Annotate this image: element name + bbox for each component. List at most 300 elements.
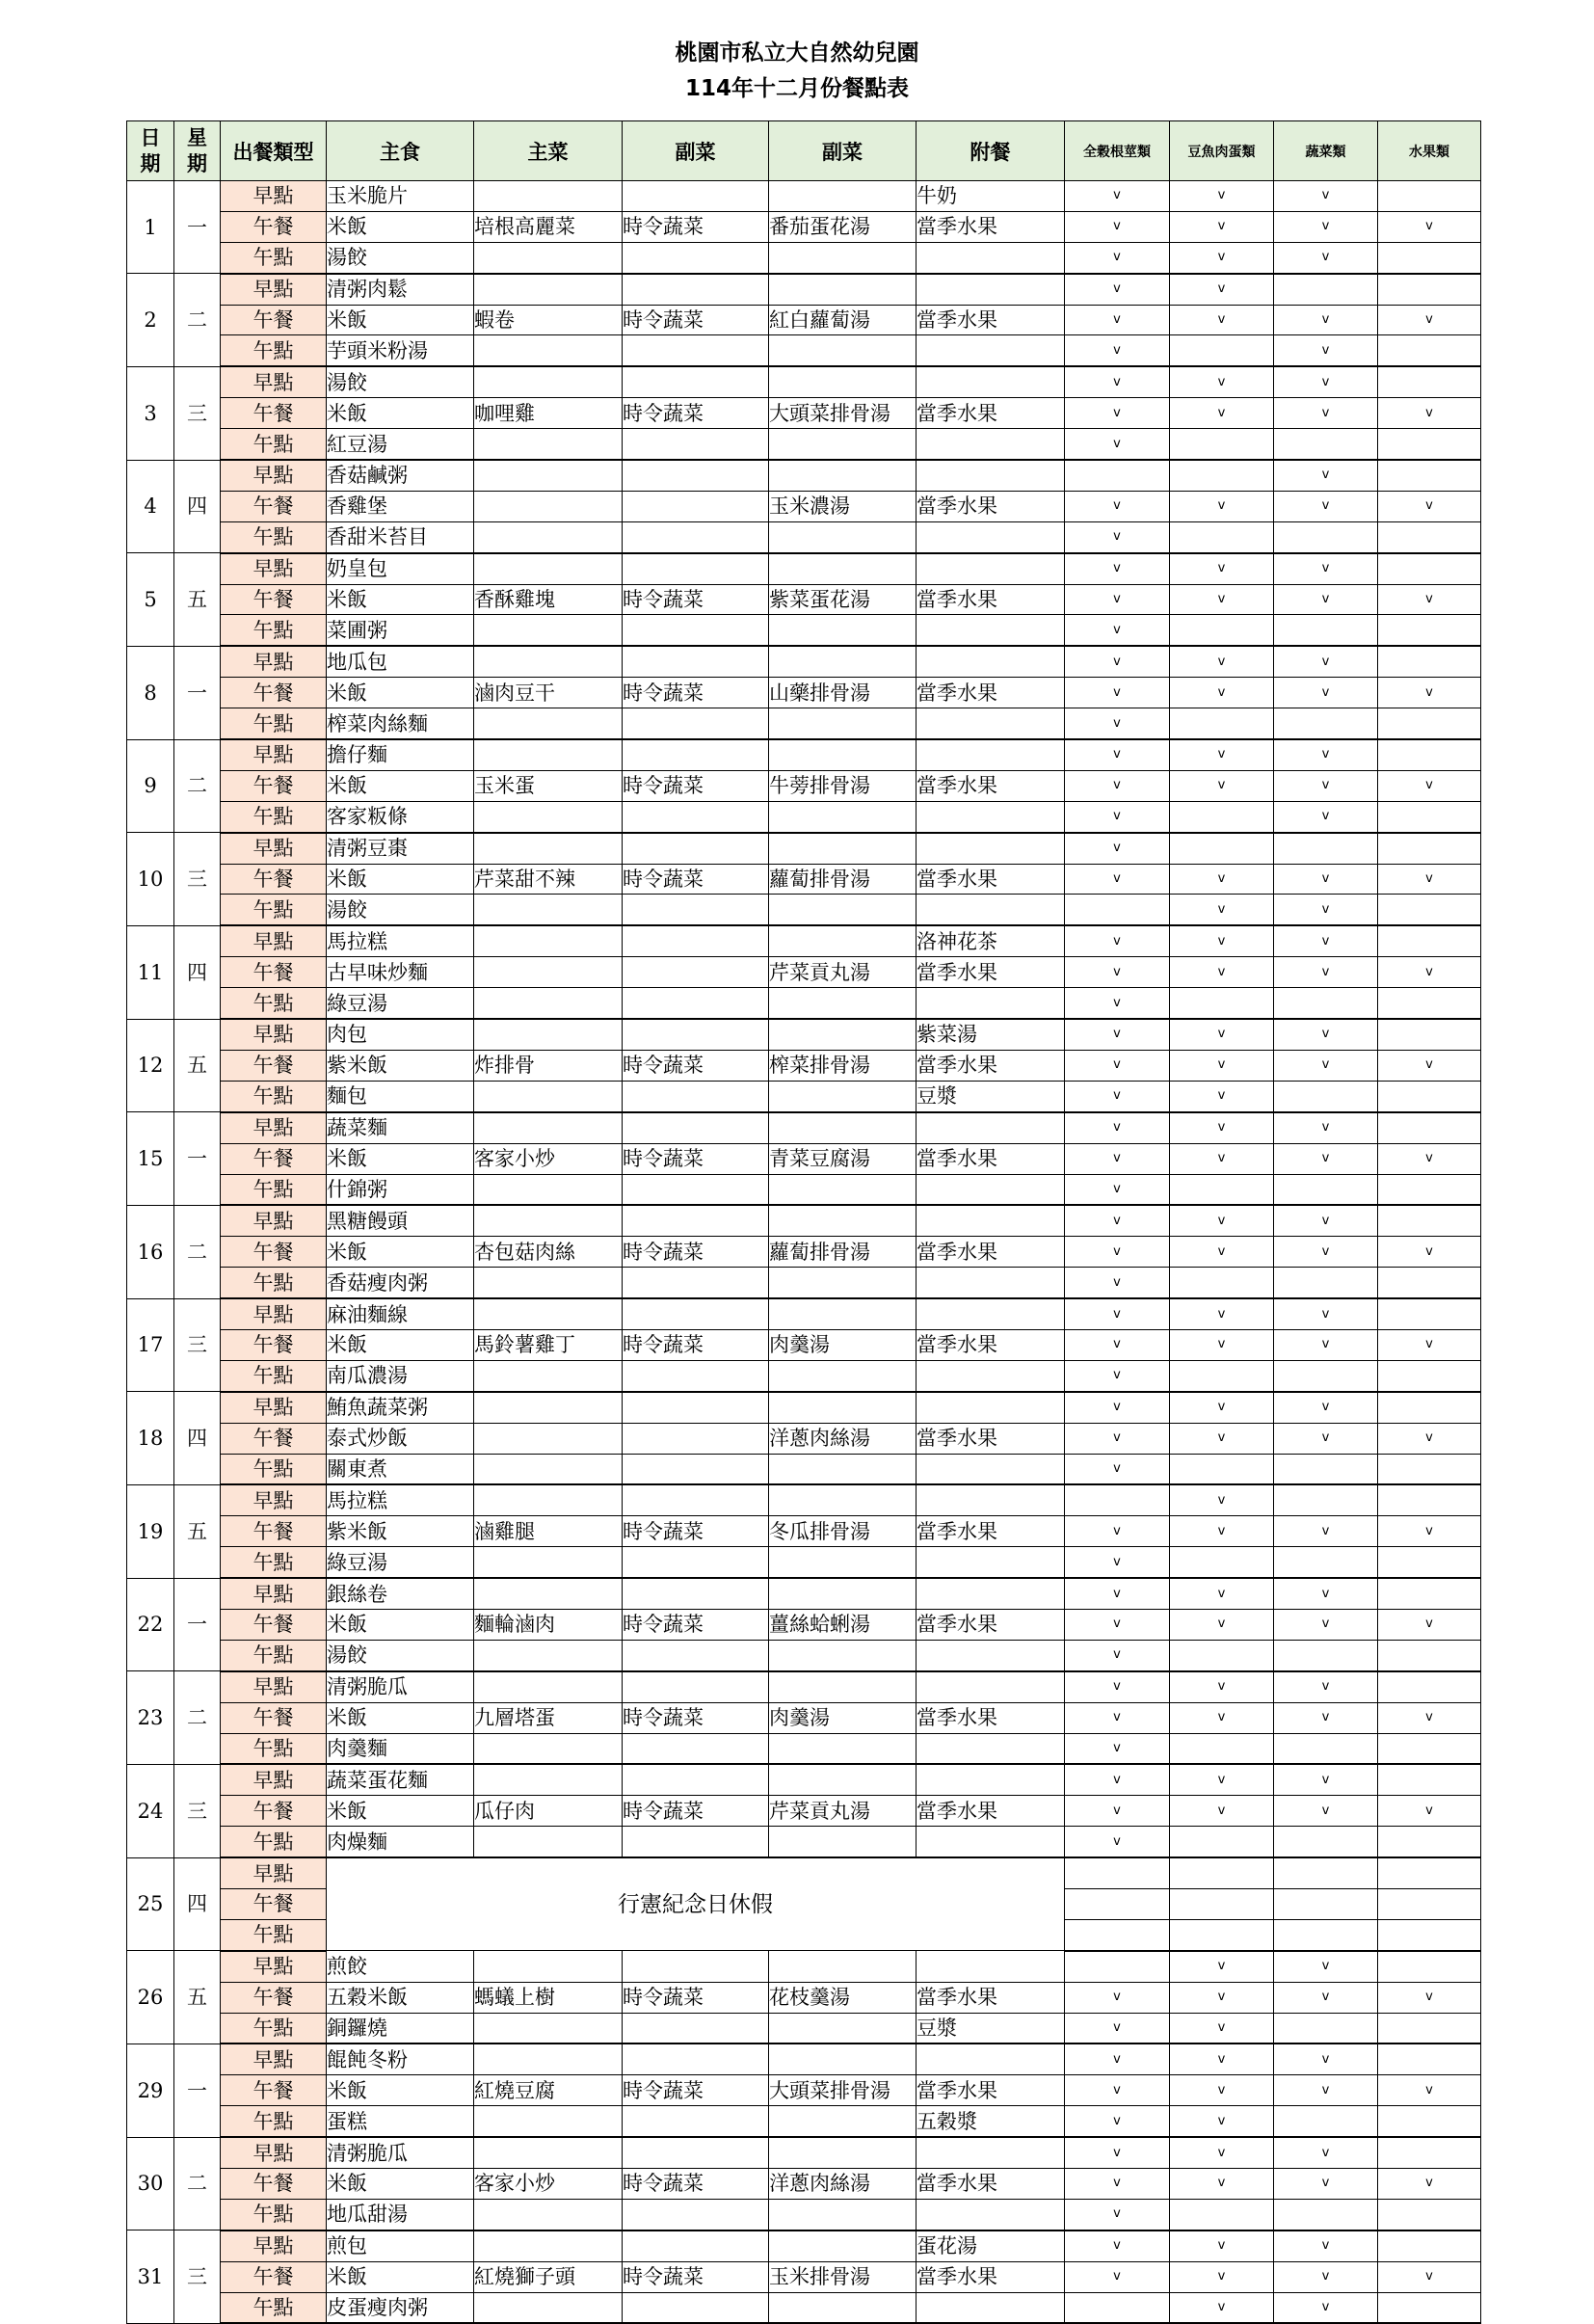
cell-side-dish-1: [623, 1392, 769, 1423]
cell-protein: v: [1170, 2261, 1274, 2292]
table-row: [127, 1423, 1481, 1454]
cell-fruit: [1378, 335, 1481, 366]
cell-fruit: [1378, 242, 1481, 273]
cell-protein: v: [1170, 1329, 1274, 1360]
table-row: [127, 1671, 1481, 1702]
cell-meal-type: 午餐: [221, 1050, 327, 1081]
cell-veg: v: [1274, 366, 1378, 397]
cell-main-dish: 麵輪滷肉: [474, 1609, 623, 1640]
cell-veg: v: [1274, 491, 1378, 521]
cell-date: 16: [127, 1205, 174, 1298]
cell-protein: v: [1170, 864, 1274, 895]
cell-extra: [917, 366, 1065, 397]
cell-main-dish: [474, 895, 623, 925]
cell-protein: v: [1170, 274, 1274, 305]
table-row: [127, 1143, 1481, 1174]
header-fruit: 水果類: [1378, 121, 1481, 181]
cell-extra: [917, 1640, 1065, 1670]
cell-fruit: [1378, 366, 1481, 397]
cell-grains: v: [1065, 1827, 1170, 1857]
cell-main-dish: [474, 925, 623, 956]
cell-side-dish-1: [623, 1671, 769, 1702]
cell-protein: v: [1170, 895, 1274, 925]
cell-side-dish-2: [769, 460, 917, 491]
cell-veg: v: [1274, 2231, 1378, 2261]
cell-staple: 香雞堡: [327, 491, 474, 521]
cell-grains: v: [1065, 553, 1170, 584]
cell-veg: [1274, 429, 1378, 460]
cell-side-dish-1: [623, 2199, 769, 2230]
cell-extra: [917, 242, 1065, 273]
cell-veg: [1274, 1827, 1378, 1857]
table-row: [127, 801, 1481, 832]
table-row: [127, 1392, 1481, 1423]
cell-meal-type: 午餐: [221, 491, 327, 521]
cell-fruit: [1378, 1733, 1481, 1764]
cell-staple: 奶皇包: [327, 553, 474, 584]
cell-meal-type: 早點: [221, 1112, 327, 1143]
cell-veg: v: [1274, 2261, 1378, 2292]
cell-grains: [1065, 1951, 1170, 1982]
cell-veg: [1274, 1640, 1378, 1670]
cell-staple: 玉米脆片: [327, 181, 474, 212]
cell-protein: v: [1170, 1609, 1274, 1640]
table-row: [127, 335, 1481, 366]
cell-fruit: [1378, 1671, 1481, 1702]
cell-meal-type: 午點: [221, 1081, 327, 1111]
cell-extra: 牛奶: [917, 181, 1065, 212]
cell-extra: 洛神花茶: [917, 925, 1065, 956]
cell-staple: 五穀米飯: [327, 1982, 474, 2013]
cell-protein: v: [1170, 2169, 1274, 2200]
cell-staple: 綠豆湯: [327, 1547, 474, 1578]
cell-grains: v: [1065, 864, 1170, 895]
cell-extra: 豆漿: [917, 1081, 1065, 1111]
cell-meal-type: 午點: [221, 895, 327, 925]
cell-side-dish-2: 芹菜貢丸湯: [769, 957, 917, 988]
cell-side-dish-2: 大頭菜排骨湯: [769, 2075, 917, 2106]
cell-veg: v: [1274, 2137, 1378, 2168]
cell-staple: 紫米飯: [327, 1050, 474, 1081]
cell-veg: v: [1274, 770, 1378, 801]
cell-grains: v: [1065, 398, 1170, 429]
cell-protein: v: [1170, 1298, 1274, 1329]
cell-extra: [917, 2137, 1065, 2168]
cell-protein: v: [1170, 211, 1274, 242]
cell-staple: 肉燥麵: [327, 1827, 474, 1857]
cell-side-dish-1: [623, 366, 769, 397]
cell-grains: v: [1065, 1050, 1170, 1081]
cell-grains: v: [1065, 181, 1170, 212]
cell-extra: [917, 2292, 1065, 2323]
cell-fruit: [1378, 1951, 1481, 1982]
table-row: [127, 1298, 1481, 1329]
header-grains: 全穀根莖類: [1065, 121, 1170, 181]
cell-main-dish: [474, 1174, 623, 1205]
cell-staple: 蔬菜蛋花麵: [327, 1764, 474, 1795]
cell-meal-type: 早點: [221, 2231, 327, 2261]
cell-meal-type: 午點: [221, 521, 327, 552]
cell-grains: v: [1065, 2169, 1170, 2200]
cell-protein: v: [1170, 925, 1274, 956]
cell-veg: v: [1274, 1392, 1378, 1423]
cell-side-dish-2: [769, 2199, 917, 2230]
cell-extra: 當季水果: [917, 1423, 1065, 1454]
cell-extra: [917, 615, 1065, 646]
cell-main-dish: [474, 1733, 623, 1764]
cell-side-dish-2: [769, 521, 917, 552]
table-row: [127, 1329, 1481, 1360]
cell-extra: [917, 2044, 1065, 2074]
cell-extra: 五穀漿: [917, 2106, 1065, 2137]
cell-weekday: 三: [174, 1764, 221, 1857]
cell-staple: 米飯: [327, 584, 474, 615]
cell-main-dish: [474, 708, 623, 739]
cell-protein: [1170, 1360, 1274, 1391]
cell-side-dish-2: [769, 1392, 917, 1423]
cell-grains: v: [1065, 1112, 1170, 1143]
cell-staple: 米飯: [327, 1237, 474, 1268]
cell-fruit: v: [1378, 305, 1481, 335]
cell-main-dish: [474, 1578, 623, 1609]
cell-veg: v: [1274, 1982, 1378, 2013]
cell-staple: 銀絲卷: [327, 1578, 474, 1609]
cell-meal-type: 午點: [221, 2106, 327, 2137]
cell-protein: v: [1170, 1796, 1274, 1827]
cell-main-dish: [474, 1019, 623, 1050]
cell-main-dish: [474, 429, 623, 460]
cell-grains: v: [1065, 242, 1170, 273]
cell-extra: 當季水果: [917, 1516, 1065, 1547]
cell-extra: 蛋花湯: [917, 2231, 1065, 2261]
cell-side-dish-2: 芹菜貢丸湯: [769, 1796, 917, 1827]
cell-protein: v: [1170, 739, 1274, 770]
table-row: [127, 1050, 1481, 1081]
cell-staple: 麵包: [327, 1081, 474, 1111]
cell-main-dish: [474, 491, 623, 521]
table-row: [127, 1640, 1481, 1670]
cell-grains: v: [1065, 211, 1170, 242]
cell-protein: [1170, 1174, 1274, 1205]
cell-fruit: [1378, 739, 1481, 770]
cell-grains: v: [1065, 1671, 1170, 1702]
cell-staple: 芋頭米粉湯: [327, 335, 474, 366]
cell-weekday: 四: [174, 1392, 221, 1485]
cell-side-dish-2: [769, 1112, 917, 1143]
cell-side-dish-1: [623, 553, 769, 584]
cell-main-dish: [474, 1671, 623, 1702]
cell-meal-type: 午餐: [221, 211, 327, 242]
table-row: [127, 1609, 1481, 1640]
cell-side-dish-1: 時令蔬菜: [623, 1982, 769, 2013]
cell-grains: v: [1065, 1143, 1170, 1174]
cell-main-dish: [474, 2106, 623, 2137]
cell-fruit: [1378, 460, 1481, 491]
cell-protein: [1170, 1268, 1274, 1298]
cell-extra: 當季水果: [917, 1702, 1065, 1733]
cell-date: 18: [127, 1392, 174, 1485]
cell-fruit: v: [1378, 1329, 1481, 1360]
cell-protein: v: [1170, 2292, 1274, 2323]
cell-side-dish-2: [769, 1360, 917, 1391]
cell-veg: v: [1274, 1423, 1378, 1454]
cell-protein: v: [1170, 366, 1274, 397]
cell-weekday: 五: [174, 1019, 221, 1112]
cell-extra: 當季水果: [917, 864, 1065, 895]
cell-side-dish-1: [623, 242, 769, 273]
cell-protein: v: [1170, 1702, 1274, 1733]
cell-extra: 紫菜湯: [917, 1019, 1065, 1050]
cell-extra: [917, 895, 1065, 925]
cell-protein: [1170, 1919, 1274, 1950]
cell-meal-type: 午點: [221, 1174, 327, 1205]
cell-fruit: [1378, 2137, 1481, 2168]
cell-protein: v: [1170, 646, 1274, 677]
cell-main-dish: [474, 2044, 623, 2074]
cell-fruit: v: [1378, 678, 1481, 708]
cell-fruit: [1378, 801, 1481, 832]
cell-veg: [1274, 1454, 1378, 1484]
cell-veg: [1274, 1733, 1378, 1764]
cell-weekday: 三: [174, 2231, 221, 2324]
cell-side-dish-2: [769, 1733, 917, 1764]
cell-side-dish-2: [769, 2013, 917, 2044]
cell-protein: v: [1170, 957, 1274, 988]
cell-meal-type: 午點: [221, 1454, 327, 1484]
cell-date: 10: [127, 833, 174, 926]
cell-extra: 當季水果: [917, 305, 1065, 335]
cell-fruit: [1378, 553, 1481, 584]
cell-fruit: v: [1378, 864, 1481, 895]
cell-side-dish-2: 青菜豆腐湯: [769, 1143, 917, 1174]
cell-weekday: 五: [174, 1951, 221, 2044]
cell-staple: 煎餃: [327, 1951, 474, 1982]
cell-protein: [1170, 1547, 1274, 1578]
cell-fruit: [1378, 1640, 1481, 1670]
cell-staple: 米飯: [327, 1609, 474, 1640]
cell-fruit: [1378, 1857, 1481, 1888]
cell-date: 9: [127, 739, 174, 833]
cell-main-dish: [474, 2013, 623, 2044]
cell-side-dish-2: [769, 274, 917, 305]
cell-meal-type: 午點: [221, 429, 327, 460]
cell-grains: v: [1065, 335, 1170, 366]
cell-fruit: [1378, 1764, 1481, 1795]
table-row: [127, 1982, 1481, 2013]
cell-fruit: [1378, 1298, 1481, 1329]
cell-meal-type: 早點: [221, 1205, 327, 1236]
cell-fruit: [1378, 2199, 1481, 2230]
cell-veg: [1274, 521, 1378, 552]
table-row: [127, 274, 1481, 305]
cell-veg: v: [1274, 801, 1378, 832]
cell-grains: v: [1065, 491, 1170, 521]
cell-extra: 當季水果: [917, 1796, 1065, 1827]
cell-extra: 當季水果: [917, 1143, 1065, 1174]
cell-side-dish-2: 玉米濃湯: [769, 491, 917, 521]
cell-main-dish: 九層塔蛋: [474, 1702, 623, 1733]
cell-side-dish-2: 洋蔥肉絲湯: [769, 1423, 917, 1454]
cell-veg: [1274, 1081, 1378, 1111]
cell-side-dish-1: [623, 739, 769, 770]
table-row: [127, 1174, 1481, 1205]
cell-side-dish-2: 肉羹湯: [769, 1702, 917, 1733]
cell-side-dish-2: [769, 1484, 917, 1515]
cell-veg: v: [1274, 1671, 1378, 1702]
cell-veg: v: [1274, 925, 1378, 956]
cell-protein: [1170, 1640, 1274, 1670]
cell-protein: v: [1170, 1392, 1274, 1423]
cell-grains: v: [1065, 1764, 1170, 1795]
cell-extra: [917, 708, 1065, 739]
cell-side-dish-1: [623, 1174, 769, 1205]
cell-veg: v: [1274, 1702, 1378, 1733]
cell-date: 4: [127, 460, 174, 553]
cell-veg: v: [1274, 864, 1378, 895]
cell-grains: [1065, 1484, 1170, 1515]
cell-extra: 當季水果: [917, 2169, 1065, 2200]
cell-protein: v: [1170, 1050, 1274, 1081]
cell-veg: [1274, 1360, 1378, 1391]
cell-side-dish-2: [769, 2044, 917, 2074]
cell-side-dish-1: [623, 957, 769, 988]
cell-main-dish: [474, 615, 623, 646]
cell-main-dish: 培根高麗菜: [474, 211, 623, 242]
cell-grains: v: [1065, 1237, 1170, 1268]
cell-staple: 香菇鹹粥: [327, 460, 474, 491]
cell-grains: [1065, 2292, 1170, 2323]
cell-side-dish-1: [623, 615, 769, 646]
table-row: [127, 615, 1481, 646]
cell-meal-type: 午餐: [221, 1143, 327, 1174]
cell-staple: 米飯: [327, 1702, 474, 1733]
cell-protein: [1170, 1733, 1274, 1764]
cell-side-dish-1: 時令蔬菜: [623, 1329, 769, 1360]
cell-main-dish: [474, 2199, 623, 2230]
cell-main-dish: [474, 1640, 623, 1670]
cell-grains: v: [1065, 2075, 1170, 2106]
cell-fruit: [1378, 429, 1481, 460]
cell-extra: 當季水果: [917, 1050, 1065, 1081]
cell-protein: [1170, 615, 1274, 646]
cell-side-dish-2: 蘿蔔排骨湯: [769, 864, 917, 895]
cell-protein: v: [1170, 553, 1274, 584]
cell-weekday: 四: [174, 1857, 221, 1951]
cell-protein: [1170, 988, 1274, 1019]
cell-meal-type: 午餐: [221, 305, 327, 335]
cell-staple: 香菇瘦肉粥: [327, 1268, 474, 1298]
cell-extra: [917, 833, 1065, 864]
cell-date: 17: [127, 1298, 174, 1392]
cell-fruit: [1378, 2013, 1481, 2044]
cell-staple: 南瓜濃湯: [327, 1360, 474, 1391]
cell-staple: 馬拉糕: [327, 1484, 474, 1515]
cell-protein: v: [1170, 1516, 1274, 1547]
cell-protein: v: [1170, 2013, 1274, 2044]
cell-protein: v: [1170, 678, 1274, 708]
cell-staple: 湯餃: [327, 242, 474, 273]
cell-veg: v: [1274, 1516, 1378, 1547]
cell-side-dish-1: 時令蔬菜: [623, 1796, 769, 1827]
cell-main-dish: 客家小炒: [474, 1143, 623, 1174]
cell-main-dish: [474, 957, 623, 988]
cell-staple: 地瓜包: [327, 646, 474, 677]
cell-main-dish: 滷肉豆干: [474, 678, 623, 708]
cell-date: 26: [127, 1951, 174, 2044]
cell-veg: v: [1274, 1609, 1378, 1640]
cell-side-dish-1: [623, 1112, 769, 1143]
meal-menu-table: [126, 120, 1481, 2324]
cell-meal-type: 午餐: [221, 2261, 327, 2292]
cell-side-dish-2: [769, 801, 917, 832]
cell-extra: [917, 460, 1065, 491]
cell-grains: v: [1065, 1516, 1170, 1547]
table-row: [127, 211, 1481, 242]
cell-side-dish-2: [769, 708, 917, 739]
cell-side-dish-1: [623, 1951, 769, 1982]
table-row: [127, 1796, 1481, 1827]
cell-side-dish-1: [623, 2231, 769, 2261]
cell-side-dish-1: [623, 274, 769, 305]
cell-meal-type: 午餐: [221, 1329, 327, 1360]
cell-grains: v: [1065, 833, 1170, 864]
table-row: [127, 678, 1481, 708]
cell-main-dish: [474, 1081, 623, 1111]
cell-side-dish-1: 時令蔬菜: [623, 305, 769, 335]
cell-staple: 肉羹麵: [327, 1733, 474, 1764]
table-row: [127, 1702, 1481, 1733]
cell-meal-type: 午點: [221, 1640, 327, 1670]
cell-meal-type: 早點: [221, 366, 327, 397]
cell-side-dish-2: [769, 925, 917, 956]
cell-protein: v: [1170, 584, 1274, 615]
cell-date: 30: [127, 2137, 174, 2231]
table-row: [127, 460, 1481, 491]
cell-fruit: v: [1378, 584, 1481, 615]
table-row: [127, 739, 1481, 770]
cell-weekday: 一: [174, 181, 221, 274]
cell-fruit: [1378, 1019, 1481, 1050]
cell-meal-type: 早點: [221, 739, 327, 770]
cell-side-dish-1: 時令蔬菜: [623, 770, 769, 801]
cell-side-dish-1: [623, 1484, 769, 1515]
cell-grains: v: [1065, 1640, 1170, 1670]
cell-meal-type: 午點: [221, 2013, 327, 2044]
cell-extra: 豆漿: [917, 2013, 1065, 2044]
cell-meal-type: 午點: [221, 242, 327, 273]
cell-side-dish-2: [769, 988, 917, 1019]
cell-side-dish-2: 玉米排骨湯: [769, 2261, 917, 2292]
cell-weekday: 五: [174, 1484, 221, 1578]
cell-side-dish-1: 時令蔬菜: [623, 1516, 769, 1547]
cell-fruit: [1378, 1081, 1481, 1111]
cell-weekday: 二: [174, 1205, 221, 1298]
table-row: [127, 833, 1481, 864]
cell-weekday: 四: [174, 460, 221, 553]
cell-side-dish-1: 時令蔬菜: [623, 2075, 769, 2106]
cell-grains: v: [1065, 770, 1170, 801]
cell-main-dish: [474, 335, 623, 366]
table-row: [127, 1237, 1481, 1268]
table-row: [127, 2231, 1481, 2261]
cell-meal-type: 午餐: [221, 398, 327, 429]
cell-staple: 鮪魚蔬菜粥: [327, 1392, 474, 1423]
cell-protein: v: [1170, 1112, 1274, 1143]
cell-grains: v: [1065, 366, 1170, 397]
cell-extra: 當季水果: [917, 770, 1065, 801]
cell-fruit: [1378, 1484, 1481, 1515]
cell-veg: [1274, 833, 1378, 864]
